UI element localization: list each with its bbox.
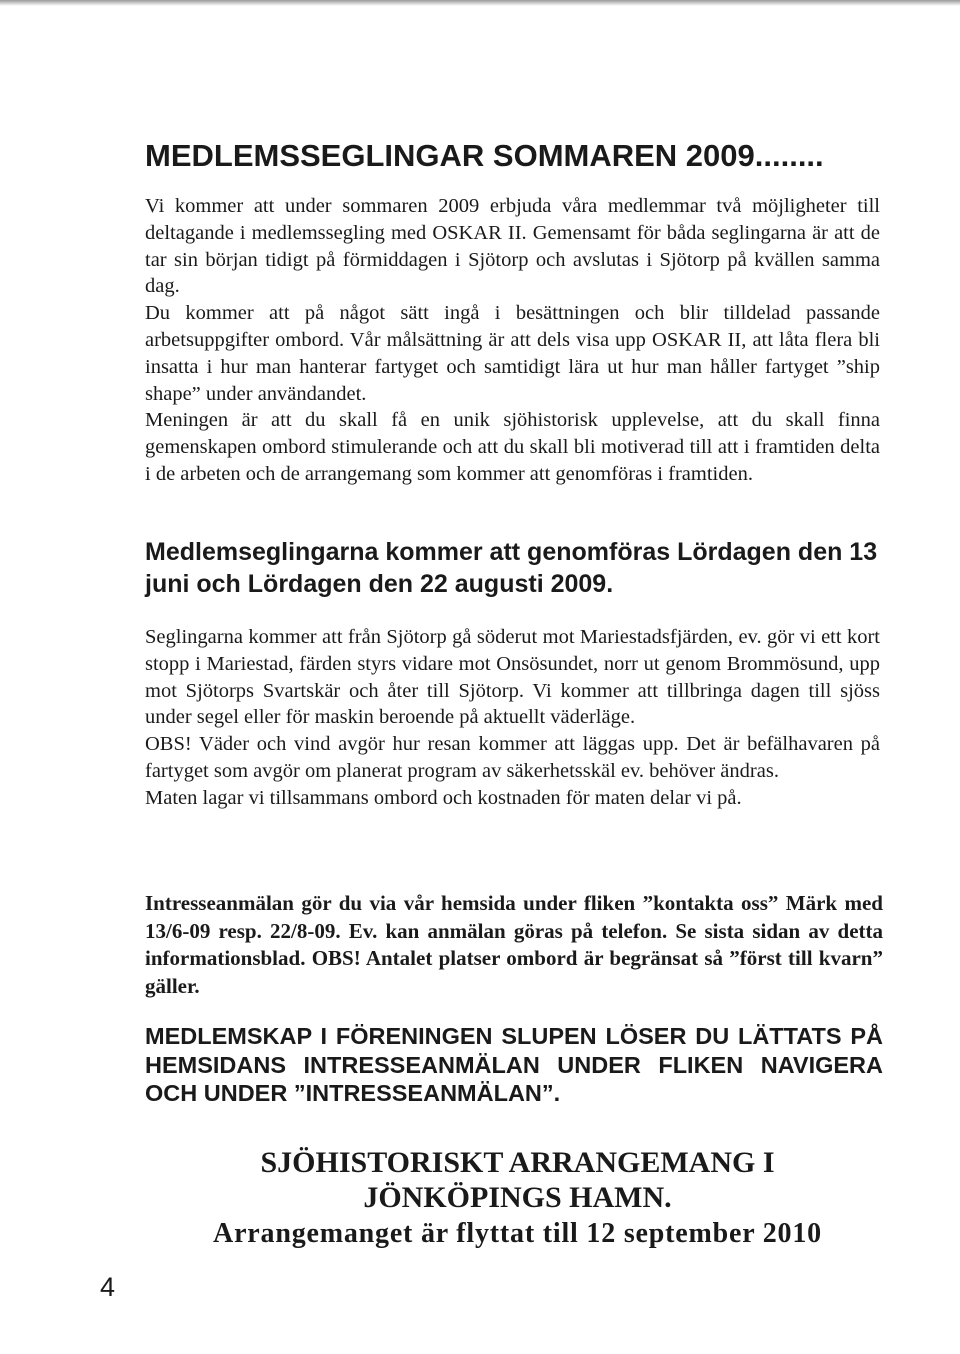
- page-title: MEDLEMSSEGLINGAR SOMMAREN 2009........: [145, 138, 824, 173]
- route-paragraph: OBS! Väder och vind avgör hur resan kommer att läggas upp. Det är befälhavaren på fartyget som avgör om planerat program av säkerhetsskäl ev. behöver ändras.: [145, 733, 880, 782]
- route-section: [145, 624, 880, 812]
- route-paragraph: Seglingarna kommer att från Sjötorp gå söderut mot Mariestadsfjärden, ev. gör vi ett kort stopp i Mariestad, färden styrs vidare mot Onsösundet, norr ut genom Brommösund, upp mot Sjötorps Svartskär och åter till Sjötorp. Vi kommer att tillbringa dagen till sjöss under segel eller för maskin beroende på aktuellt väderläge.: [145, 626, 880, 729]
- page-number: 4: [100, 1272, 116, 1302]
- event-postponed-notice: Arrangemanget är flyttat till 12 september 2010: [213, 1218, 822, 1249]
- event-section: [150, 1145, 885, 1251]
- signup-notice: Intresseanmälan gör du via vår hemsida under fliken ”kontakta oss” Märk med 13/6-09 resp. 22/8-09. Ev. kan anmälan göras på telefon. Se sista sidan av detta informationsblad. OBS! Antalet platser ombord är begränsat så ”först till kvarn” gäller.: [145, 891, 883, 998]
- membership-notice: MEDLEMSKAP I FÖRENINGEN SLUPEN LÖSER DU LÄTTATS PÅ HEMSIDANS INTRESSEANMÄLAN UNDER FLIKEN NAVIGERA OCH UNDER ”INTRESSEANMÄLAN”.: [145, 1023, 883, 1106]
- intro-section: [145, 193, 880, 488]
- intro-paragraph: Du kommer att på något sätt ingå i besättningen och blir tilldelad passande arbetsuppgifter ombord. Vår målsättning är att dels visa upp OSKAR II, att låta flera bli insatta i hur man hanterar fartyget och samtidigt lära ut hur man håller fartyget ”ship shape” under användandet.: [145, 302, 880, 405]
- intro-paragraph: Vi kommer att under sommaren 2009 erbjuda våra medlemmar två möjligheter till deltagande i medlemssegling med OSKAR II. Gemensamt för båda seglingarna är att de tar sin början tidigt på förmiddagen i Sjötorp och avslutas i Sjötorp på kvällen samma dag.: [145, 195, 880, 298]
- route-paragraph: Maten lagar vi tillsammans ombord och kostnaden för maten delar vi på.: [145, 786, 742, 809]
- intro-paragraph: Meningen är att du skall få en unik sjöhistorisk upplevelse, att du skall finna gemenskapen ombord stimulerande och att du skall bli motiverad till att i framtiden delta i de arbeten och de arrangemang som kommer att genomföras i framtiden.: [145, 409, 880, 485]
- event-title-line: SJÖHISTORISKT ARRANGEMANG I: [260, 1146, 775, 1179]
- event-title-line: JÖNKÖPINGS HAMN.: [363, 1181, 672, 1214]
- scan-edge: [0, 0, 960, 6]
- dates-heading: Medlemseglingarna kommer att genomföras Lördagen den 13 juni och Lördagen den 22 augusti 2009.: [145, 538, 878, 598]
